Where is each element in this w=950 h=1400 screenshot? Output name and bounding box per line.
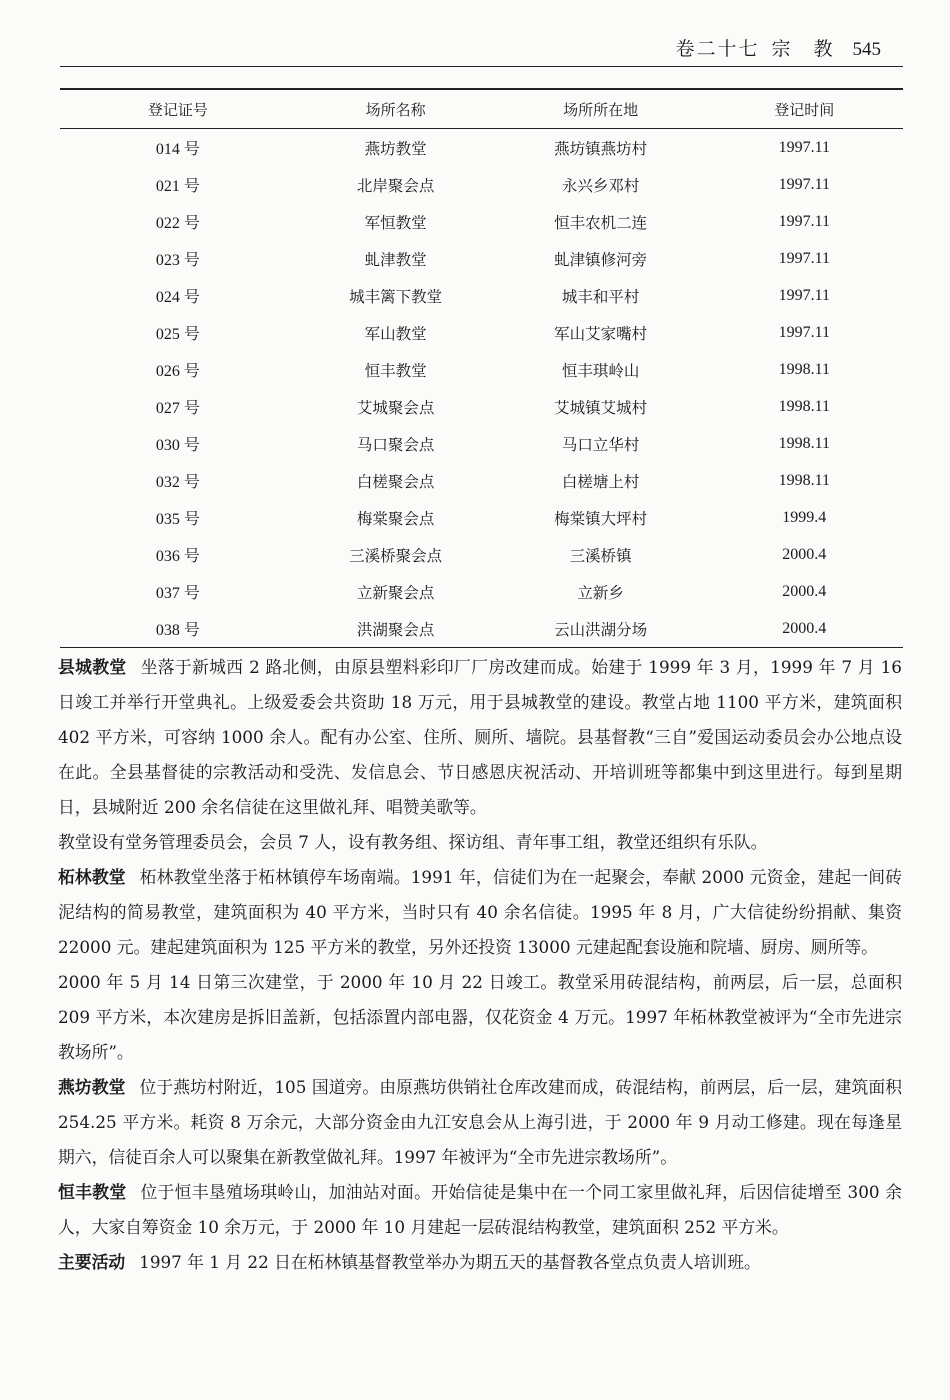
paragraph-text: 教堂设有堂务管理委员会，会员 7 人，设有教务组、探访组、青年事工组，教堂还组织有乐队。 [58, 832, 768, 852]
venue-name-cell: 马口聚会点 [356, 435, 435, 454]
table-row [60, 129, 903, 167]
table-row [60, 166, 903, 203]
paragraph-keyword: 恒丰教堂 [58, 1182, 127, 1202]
paragraph-text: 柘林教堂坐落于柘林镇停车场南端。1991 年，信徒们为在一起聚会，奉献 2000 元资金，建起一间砖泥结构的简易教堂，建筑面积为 40 平方米，当时只有 40 余名信徒。1995 年 8 月，广大信徒纷纷捐献、集资 22000 元。建起建筑面积为 125 平方米的教堂，另外还投资 13000 元建起配套设施和院墙、厨房、厕所等。 [58, 867, 902, 957]
table-row [60, 499, 903, 536]
page-number: 545 [852, 39, 881, 60]
venue-name-cell: 虬津教堂 [364, 250, 427, 269]
registration-date-cell: 1997.11 [778, 212, 830, 230]
registration-date-cell: 1998.11 [778, 434, 830, 452]
registration-date-cell: 2000.4 [782, 545, 827, 563]
registration-no-cell: 032 号 [155, 474, 200, 491]
registration-no-cell: 024 号 [155, 289, 200, 306]
table-row [60, 351, 903, 388]
venue-location-cell: 城丰和平村 [561, 287, 640, 306]
registration-no-cell: 014 号 [155, 141, 200, 158]
body-text [58, 650, 902, 1280]
venue-name-cell: 城丰篱下教堂 [349, 287, 443, 306]
paragraph [58, 1070, 902, 1175]
venue-location-cell: 艾城镇艾城村 [554, 398, 648, 417]
registration-date-cell: 2000.4 [782, 582, 827, 600]
registration-table [60, 88, 903, 648]
table-header-row [60, 89, 903, 129]
table-row [60, 573, 903, 610]
table-body [60, 129, 903, 648]
venue-location-cell: 恒丰琪岭山 [561, 361, 640, 380]
venue-name-cell: 军山教堂 [364, 324, 427, 343]
registration-date-cell: 1997.11 [778, 175, 830, 193]
table-row [60, 462, 903, 499]
venue-name-cell: 军恒教堂 [364, 213, 427, 232]
venue-name-cell: 艾城聚会点 [356, 398, 435, 417]
paragraph [58, 860, 902, 965]
registration-date-cell: 1999.4 [782, 508, 827, 526]
registration-date-cell: 1998.11 [778, 471, 830, 489]
venue-name-cell: 白槎聚会点 [356, 472, 435, 491]
paragraph-text: 位于恒丰垦殖场琪岭山，加油站对面。开始信徒是集中在一个同工家里做礼拜，后因信徒增至 300 余人，大家自筹资金 10 余万元，于 2000 年 10 月建起一层砖混结构教堂，建筑面积 252 平方米。 [58, 1182, 902, 1237]
venue-location-cell: 白槎塘上村 [561, 472, 640, 491]
paragraph [58, 1175, 902, 1245]
registration-no-cell: 035 号 [155, 511, 200, 528]
registration-no-cell: 026 号 [155, 363, 200, 380]
venue-name-cell: 立新聚会点 [356, 583, 435, 602]
table-row [60, 314, 903, 351]
table-row [60, 277, 903, 314]
venue-name-cell: 三溪桥聚会点 [349, 546, 443, 565]
venue-location-cell: 虬津镇修河旁 [554, 250, 648, 269]
venue-location-cell: 云山洪湖分场 [496, 610, 706, 648]
venue-location-cell: 永兴乡邓村 [561, 176, 640, 195]
registration-date-cell: 2000.4 [706, 610, 903, 648]
paragraph-text: 2000 年 5 月 14 日第三次建堂，于 2000 年 10 月 22 日竣工。教堂采用砖混结构，前两层，后一层，总面积 209 平方米，本次建房是拆旧盖新，包括添置内部电器，仅花资金 4 万元。1997 年柘林教堂被评为“全市先进宗教场所”。 [58, 972, 902, 1062]
paragraph-keyword: 燕坊教堂 [58, 1077, 126, 1097]
registration-date-cell: 1997.11 [778, 323, 830, 341]
venue-name-cell: 北岸聚会点 [356, 176, 435, 195]
registration-date-cell: 1997.11 [778, 138, 830, 156]
paragraph-keyword: 县城教堂 [58, 657, 127, 677]
registration-no-cell: 030 号 [155, 437, 200, 454]
paragraph-keyword: 柘林教堂 [58, 867, 126, 887]
registration-no-cell: 036 号 [155, 548, 200, 565]
paragraph [58, 650, 902, 825]
venue-name-cell: 燕坊教堂 [364, 139, 427, 158]
paragraph [58, 1245, 902, 1280]
column-header-registration-no: 登记证号 [60, 89, 296, 129]
registration-date-cell: 1997.11 [778, 249, 830, 267]
venue-location-cell: 梅棠镇大坪村 [554, 509, 648, 528]
registration-no-cell: 023 号 [155, 252, 200, 269]
paragraph-text: 坐落于新城西 2 路北侧，由原县塑料彩印厂厂房改建而成。始建于 1999 年 3 月，1999 年 7 月 16 日竣工并举行开堂典礼。上级爱委会共资助 18 万元，用于县城教堂的建设。教堂占地 1100 平方米，建筑面积 402 平方米，可容纳 1000 余人。配有办公室、住所、厕所、墙院。县基督教“三自”爱国运动委员会办公地点设在此。全县基督徒的宗教活动和受洗、发信息会、节日感恩庆祝活动、开培训班等都集中到这里进行。每到星期日，县城附近 200 余名信徒在这里做礼拜、唱赞美歌等。 [58, 657, 902, 817]
column-header-venue-name: 场所名称 [296, 89, 496, 129]
registration-date-cell: 1998.11 [778, 360, 830, 378]
paragraph-text: 1997 年 1 月 22 日在柘林镇基督教堂举办为期五天的基督教各堂点负责人培训班。 [139, 1252, 761, 1272]
registration-no-cell: 022 号 [155, 215, 200, 232]
column-header-venue-location: 场所所在地 [496, 89, 706, 129]
registration-no-cell: 038 号 [60, 610, 296, 648]
venue-name-cell: 梅棠聚会点 [356, 509, 435, 528]
registration-no-cell: 021 号 [155, 178, 200, 195]
registration-no-cell: 037 号 [155, 585, 200, 602]
registration-no-cell: 025 号 [155, 326, 200, 343]
venue-location-cell: 恒丰农机二连 [554, 213, 648, 232]
table-row [60, 536, 903, 573]
registration-date-cell: 1998.11 [778, 397, 830, 415]
table-row [60, 203, 903, 240]
table-row [60, 388, 903, 425]
paragraph [58, 825, 902, 860]
paragraph-keyword: 主要活动 [58, 1252, 126, 1272]
registration-date-cell: 1997.11 [778, 286, 830, 304]
venue-location-cell: 立新乡 [577, 583, 624, 602]
running-header [60, 34, 903, 67]
venue-name-cell: 恒丰教堂 [364, 361, 427, 380]
table-row [60, 610, 903, 648]
venue-location-cell: 马口立华村 [561, 435, 640, 454]
venue-location-cell: 燕坊镇燕坊村 [554, 139, 648, 158]
table-row [60, 425, 903, 462]
venue-location-cell: 军山艾家嘴村 [554, 324, 648, 343]
paragraph-text: 位于燕坊村附近，105 国道旁。由原燕坊供销社仓库改建而成，砖混结构，前两层，后一层，建筑面积 254.25 平方米。耗资 8 万余元，大部分资金由九江安息会从上海引进，于 2000 年 9 月动工修建。现在每逢星期六，信徒百余人可以聚集在新教堂做礼拜。1997 年被评为“全市先进宗教场所”。 [58, 1077, 902, 1167]
venue-name-cell: 洪湖聚会点 [296, 610, 496, 648]
section-title: 宗 教 [771, 38, 835, 60]
venue-location-cell: 三溪桥镇 [569, 546, 632, 565]
paragraph [58, 965, 902, 1070]
registration-no-cell: 027 号 [155, 400, 200, 417]
table-row [60, 240, 903, 277]
chapter-title: 卷二十七 [675, 38, 760, 60]
column-header-registration-date: 登记时间 [706, 89, 903, 129]
